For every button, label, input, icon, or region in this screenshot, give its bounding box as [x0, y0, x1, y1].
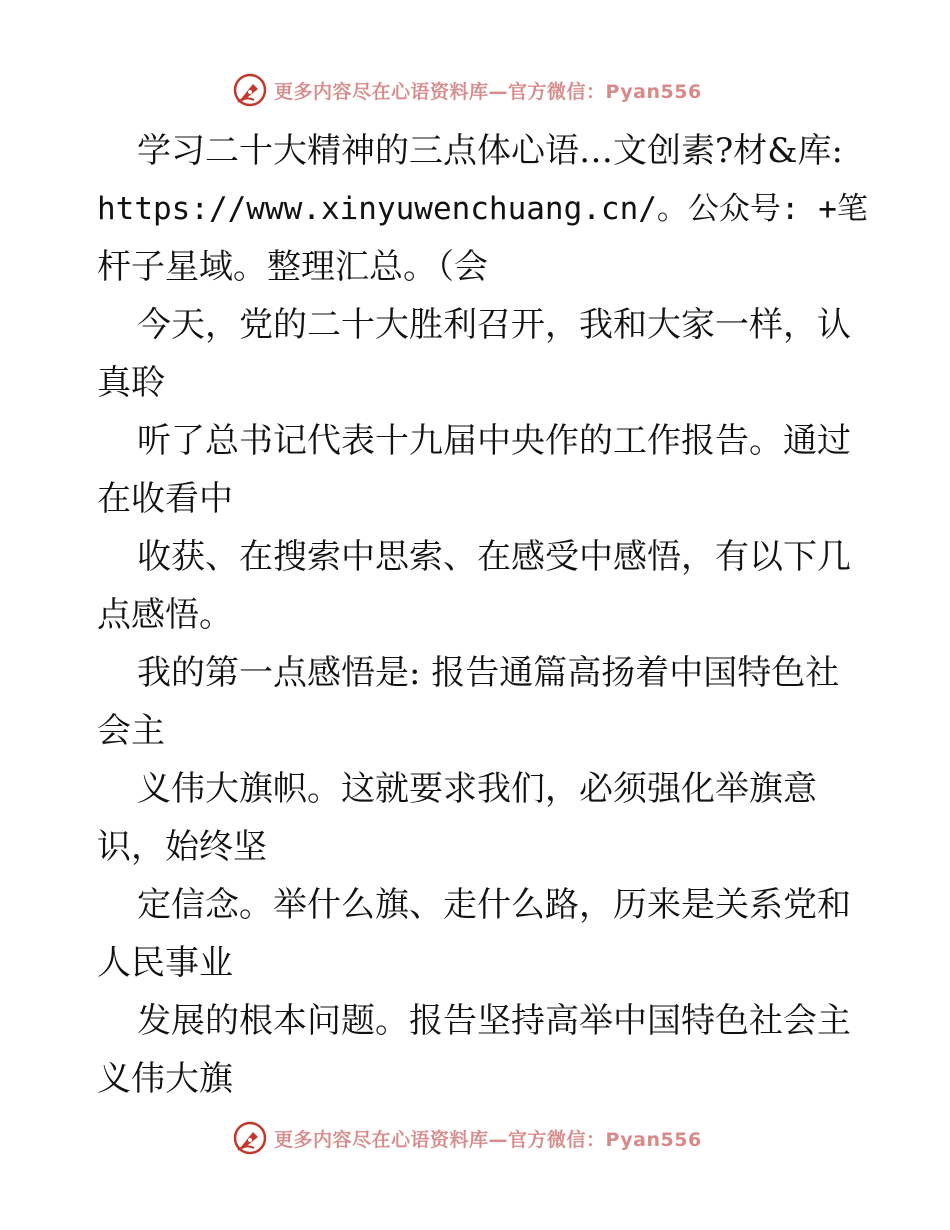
text-line: 发展的根本问题。报告坚持高举中国特色社会主: [137, 1001, 851, 1041]
text-line: 真聆: [97, 363, 165, 403]
text-line: 定信念。举什么旗、走什么路，历来是关系党和: [137, 885, 851, 925]
text-line-url: https://www.xinyuwenchuang.cn/。公众号: +笔: [97, 191, 868, 227]
text-line: 会主: [97, 711, 165, 751]
text-line: 义伟大旗: [97, 1059, 233, 1099]
footer-banner: [232, 1118, 712, 1158]
text-line: 识，始终坚: [97, 827, 267, 867]
text-line: 人民事业: [97, 943, 233, 983]
document-body: [97, 122, 868, 1108]
text-line: 我的第一点感悟是: 报告通篇高扬着中国特色社: [137, 653, 840, 693]
text-line: 在收看中: [97, 479, 233, 519]
text-line: 点感悟。: [97, 595, 233, 635]
text-line: 听了总书记代表十九届中央作的工作报告。通过: [137, 421, 851, 461]
text-line: 收获、在搜索中思索、在感受中感悟，有以下几: [137, 537, 851, 577]
text-line: 杆子星域。整理汇总。（会: [97, 247, 488, 287]
header-banner-text: 更多内容尽在心语资料库—官方微信：Pyan556: [274, 80, 702, 103]
text-line: 学习二十大精神的三点体心语…文创素?材&库:: [137, 131, 843, 171]
text-line: 义伟大旗帜。这就要求我们，必须强化举旗意: [137, 769, 817, 809]
header-banner: [232, 70, 712, 110]
text-line: 今天，党的二十大胜利召开，我和大家一样，认: [137, 305, 851, 345]
pen-nib-logo-icon: [232, 1120, 268, 1156]
footer-banner-text: 更多内容尽在心语资料库—官方微信：Pyan556: [274, 1128, 702, 1151]
pen-nib-logo-icon: [232, 72, 268, 108]
